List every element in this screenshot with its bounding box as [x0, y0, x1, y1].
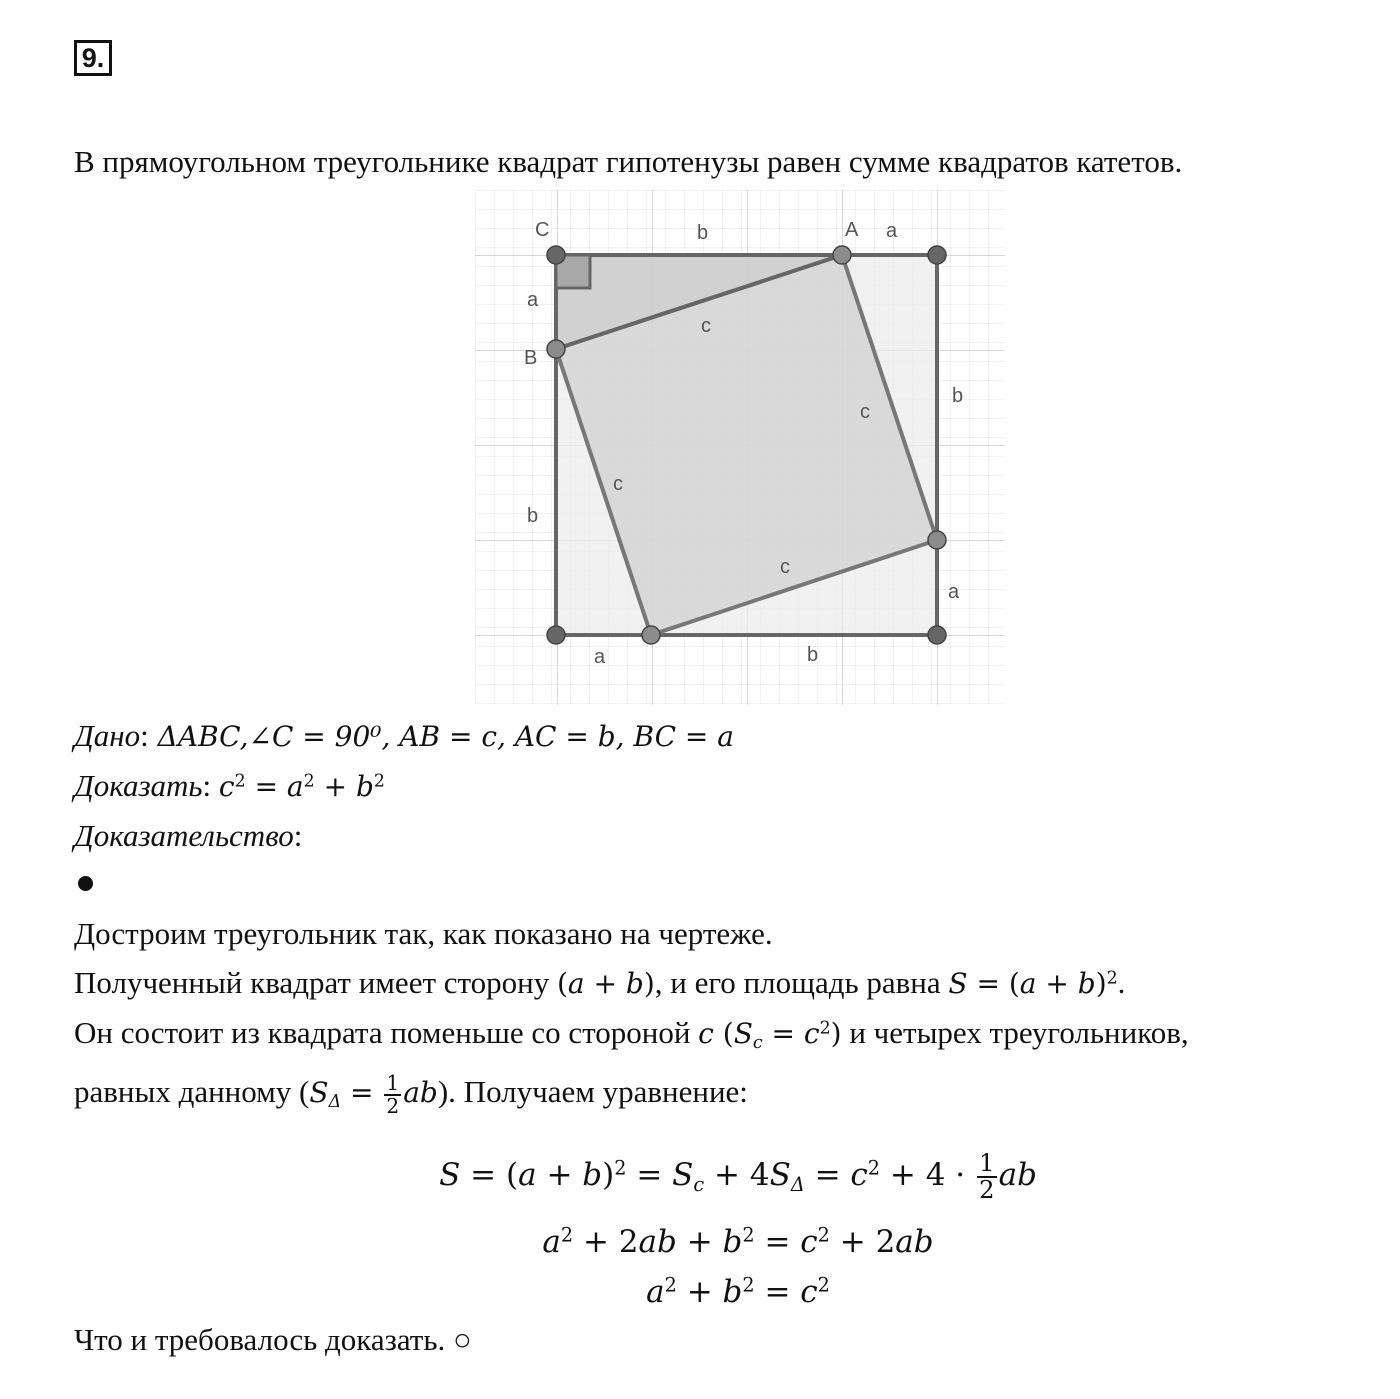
triangle-area-expression: $S_\Delta$ = $\frac{1}{2}$ ab — [309, 1071, 438, 1118]
small-square-expression: c $(S_c = c^2)$ — [698, 1017, 842, 1054]
label-left-b: b — [527, 505, 539, 527]
conclusion: Что и требовалось доказать. ○ — [74, 1322, 472, 1357]
label-point-b: B — [524, 347, 538, 369]
bullet — [78, 876, 93, 891]
label-left-a: a — [527, 289, 539, 311]
equation-2: $a^2 + 2ab + b^2 = c^2 + 2ab$ — [542, 1223, 934, 1260]
proof-text-3 — [74, 1013, 1189, 1054]
proof-text-2b: , и его площадь равна — [654, 965, 949, 1000]
equation-1: $S = (a + b)^2 = S_c + 4S_\Delta = c^2 + 4$ · $\frac{1}{2}$ ab — [439, 1148, 1037, 1204]
corner-bottom-left — [547, 626, 565, 644]
given-line — [74, 716, 734, 757]
proof-line — [74, 816, 302, 856]
equation-3: $a^2 + b^2 = c^2$ — [646, 1273, 830, 1310]
label-top-b: b — [697, 222, 709, 244]
given-colon: : — [140, 718, 149, 753]
label-c-bottom: c — [780, 556, 790, 578]
area-expression: $S = (a + b)^2$ — [948, 967, 1118, 1000]
proof-text-1: Достроим треугольник так, как показано на чертеже. — [74, 916, 773, 951]
proof-text-4b: ). Получаем уравнение: — [437, 1074, 748, 1109]
prove-line — [74, 766, 385, 807]
label-point-a: A — [845, 219, 859, 241]
theorem-statement: В прямоугольном треугольнике квадрат гипотенузы равен сумме квадратов катетов. — [74, 144, 1183, 179]
label-right-a: a — [948, 581, 960, 603]
point-right — [928, 531, 946, 549]
label-point-c: C — [535, 219, 550, 241]
corner-bottom-right — [928, 626, 946, 644]
label-bottom-b: b — [807, 644, 819, 666]
given-expression: ΔABC,∠C = 90⁰, AB = c, AC = b, BC = a — [148, 720, 734, 753]
prove-expression: $c^2 = a^2 + b^2$ — [218, 770, 385, 803]
proof-text-2-end: . — [1117, 965, 1126, 1000]
proof-colon: : — [293, 818, 303, 853]
proof-text-2a: Полученный квадрат имеет сторону — [74, 965, 557, 1000]
label-right-b: b — [952, 385, 964, 407]
problem-number: 9. — [74, 40, 112, 76]
proof-text-3b: и четырех треугольников, — [841, 1015, 1189, 1050]
vertex-b — [547, 340, 565, 358]
vertex-c — [547, 246, 565, 264]
vertex-a — [833, 246, 851, 264]
label-c-left: c — [613, 473, 623, 495]
prove-colon: : — [202, 768, 212, 803]
proof-label: Доказательство — [74, 818, 294, 853]
label-bottom-a: a — [594, 646, 606, 668]
label-c-right: c — [860, 401, 870, 423]
corner-top-right — [928, 246, 946, 264]
proof-text-2 — [74, 963, 1125, 1004]
proof-text-3a: Он состоит из квадрата поменьше со стороной — [74, 1015, 699, 1050]
prove-label: Доказать — [74, 768, 203, 803]
proof-text-4 — [74, 1070, 748, 1116]
label-c-top: c — [701, 315, 711, 337]
side-expression: (a + b) — [556, 967, 655, 1000]
label-top-a: a — [886, 220, 898, 242]
proof-text-4a: равных данному ( — [74, 1074, 310, 1109]
point-bottom — [642, 626, 660, 644]
given-label: Дано — [74, 718, 141, 753]
